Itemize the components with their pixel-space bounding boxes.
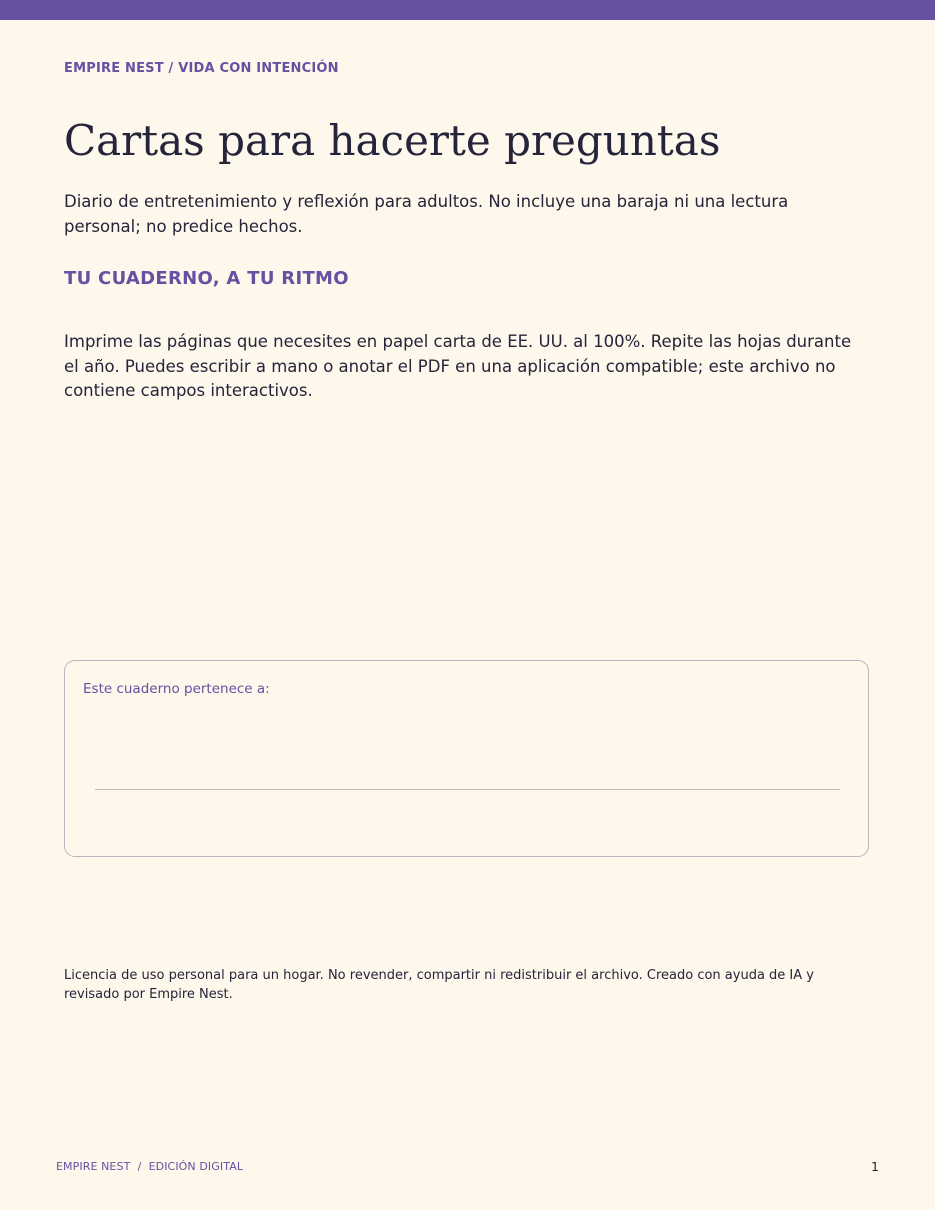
page-number: 1 [871,1159,879,1174]
footer-brand: EMPIRE NEST / EDICIÓN DIGITAL [56,1160,244,1173]
instructions-text: Imprime las páginas que necesites en papel carta de EE. UU. al 100%. Repite las hojas durante el año. Puedes escribir a mano o anotar el PDF en una aplicación compatible; este archivo no contiene campos interactivos. [64,332,852,400]
license-text: Licencia de uso personal para un hogar. No revender, compartir ni redistribuir el archivo. Creado con ayuda de IA y revisado por Empire Nest. [64,968,814,1002]
page-subtitle: Diario de entretenimiento y reflexión para adultos. No incluye una baraja ni una lectura personal; no predice hechos. [64,192,789,236]
owner-name-line [95,789,840,790]
brand-eyebrow: EMPIRE NEST / VIDA CON INTENCIÓN [64,61,339,76]
section-heading: TU CUADERNO, A TU RITMO [64,268,349,289]
owner-label: Este cuaderno pertenece a: [83,681,270,697]
top-accent-bar [0,0,935,20]
owner-box [64,660,869,857]
page-title: Cartas para hacerte preguntas [64,116,721,165]
